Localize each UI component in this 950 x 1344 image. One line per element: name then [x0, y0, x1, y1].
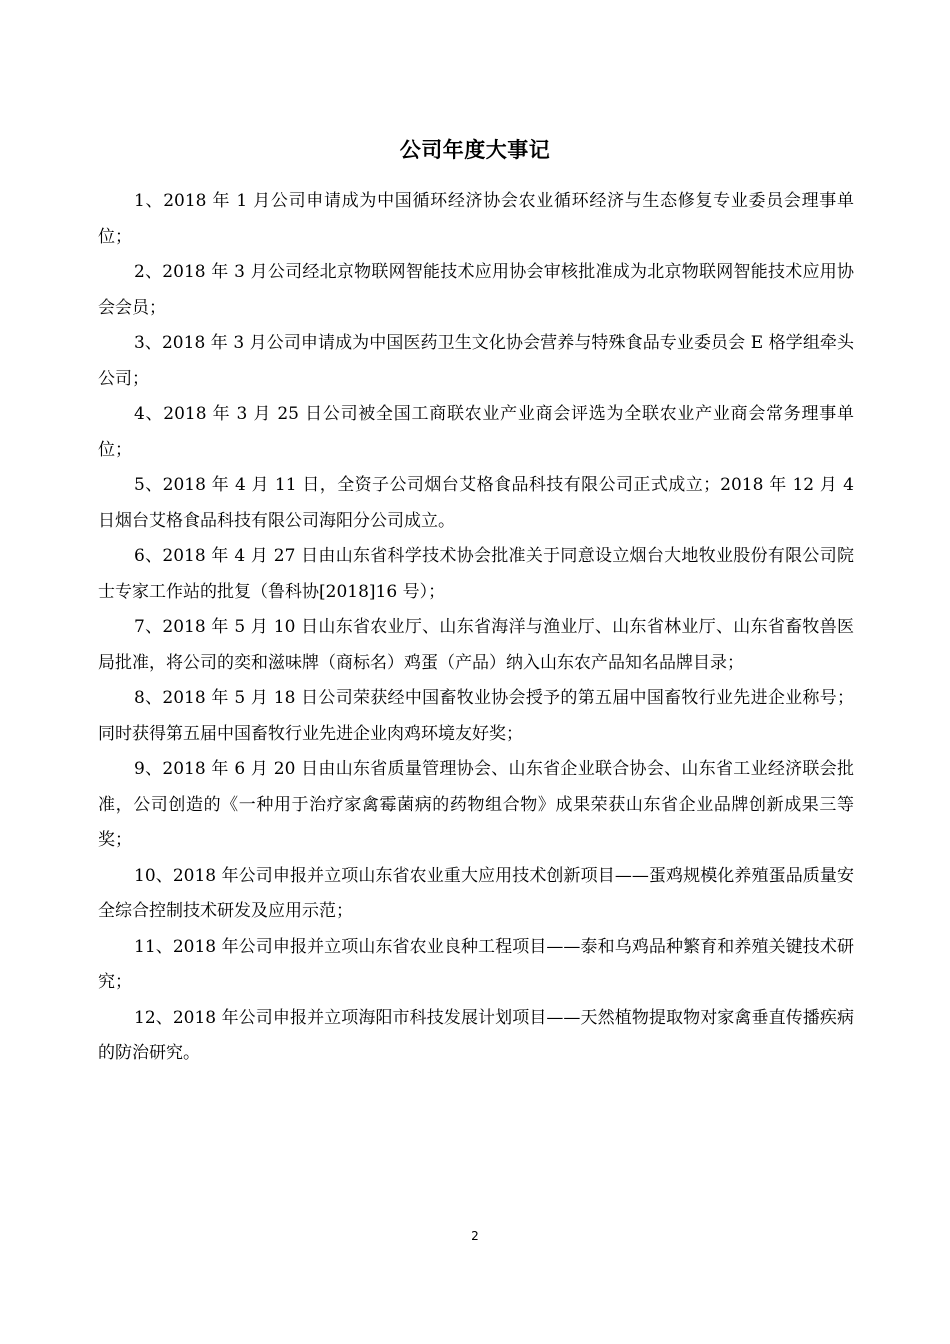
event-item-4: 4、2018 年 3 月 25 日公司被全国工商联农业产业商会评选为全联农业产业商会常务理事单位；: [98, 404, 854, 460]
event-item-1: 1、2018 年 1 月公司申请成为中国循环经济协会农业循环经济与生态修复专业委员会理事单位；: [98, 191, 854, 247]
event-item-12: 12、2018 年公司申报并立项海阳市科技发展计划项目——天然植物提取物对家禽垂直传播疾病的防治研究。: [98, 1007, 854, 1063]
event-item-3: 3、2018 年 3 月公司申请成为中国医药卫生文化协会营养与特殊食品专业委员会 E 格学组牵头公司；: [98, 333, 854, 389]
event-item-10: 10、2018 年公司申报并立项山东省农业重大应用技术创新项目——蛋鸡规模化养殖蛋品质量安全综合控制技术研发及应用示范；: [98, 865, 854, 921]
page-title: 公司年度大事记: [399, 138, 551, 162]
page-number: 2: [471, 1229, 479, 1243]
event-item-11: 11、2018 年公司申报并立项山东省农业良种工程项目——泰和乌鸡品种繁育和养殖关键技术研究；: [98, 936, 854, 992]
event-item-9: 9、2018 年 6 月 20 日由山东省质量管理协会、山东省企业联合协会、山东省工业经济联会批准，公司创造的《一种用于治疗家禽霉菌病的药物组合物》成果荣获山东省企业品牌创新成果三等奖；: [98, 759, 854, 850]
event-item-5: 5、2018 年 4 月 11 日，全资子公司烟台艾格食品科技有限公司正式成立；2018 年 12 月 4 日烟台艾格食品科技有限公司海阳分公司成立。: [98, 475, 854, 531]
event-item-2: 2、2018 年 3 月公司经北京物联网智能技术应用协会审核批准成为北京物联网智能技术应用协会会员；: [98, 262, 854, 318]
event-item-8: 8、2018 年 5 月 18 日公司荣获经中国畜牧业协会授予的第五届中国畜牧行业先进企业称号；同时获得第五届中国畜牧行业先进企业肉鸡环境友好奖；: [98, 688, 854, 744]
event-item-6: 6、2018 年 4 月 27 日由山东省科学技术协会批准关于同意设立烟台大地牧业股份有限公司院士专家工作站的批复（鲁科协[2018]16 号）；: [98, 546, 854, 602]
event-item-7: 7、2018 年 5 月 10 日山东省农业厅、山东省海洋与渔业厅、山东省林业厅、山东省畜牧兽医局批准，将公司的奕和滋味牌（商标名）鸡蛋（产品）纳入山东农产品知名品牌目录；: [98, 617, 854, 673]
events-list: [98, 184, 854, 1072]
